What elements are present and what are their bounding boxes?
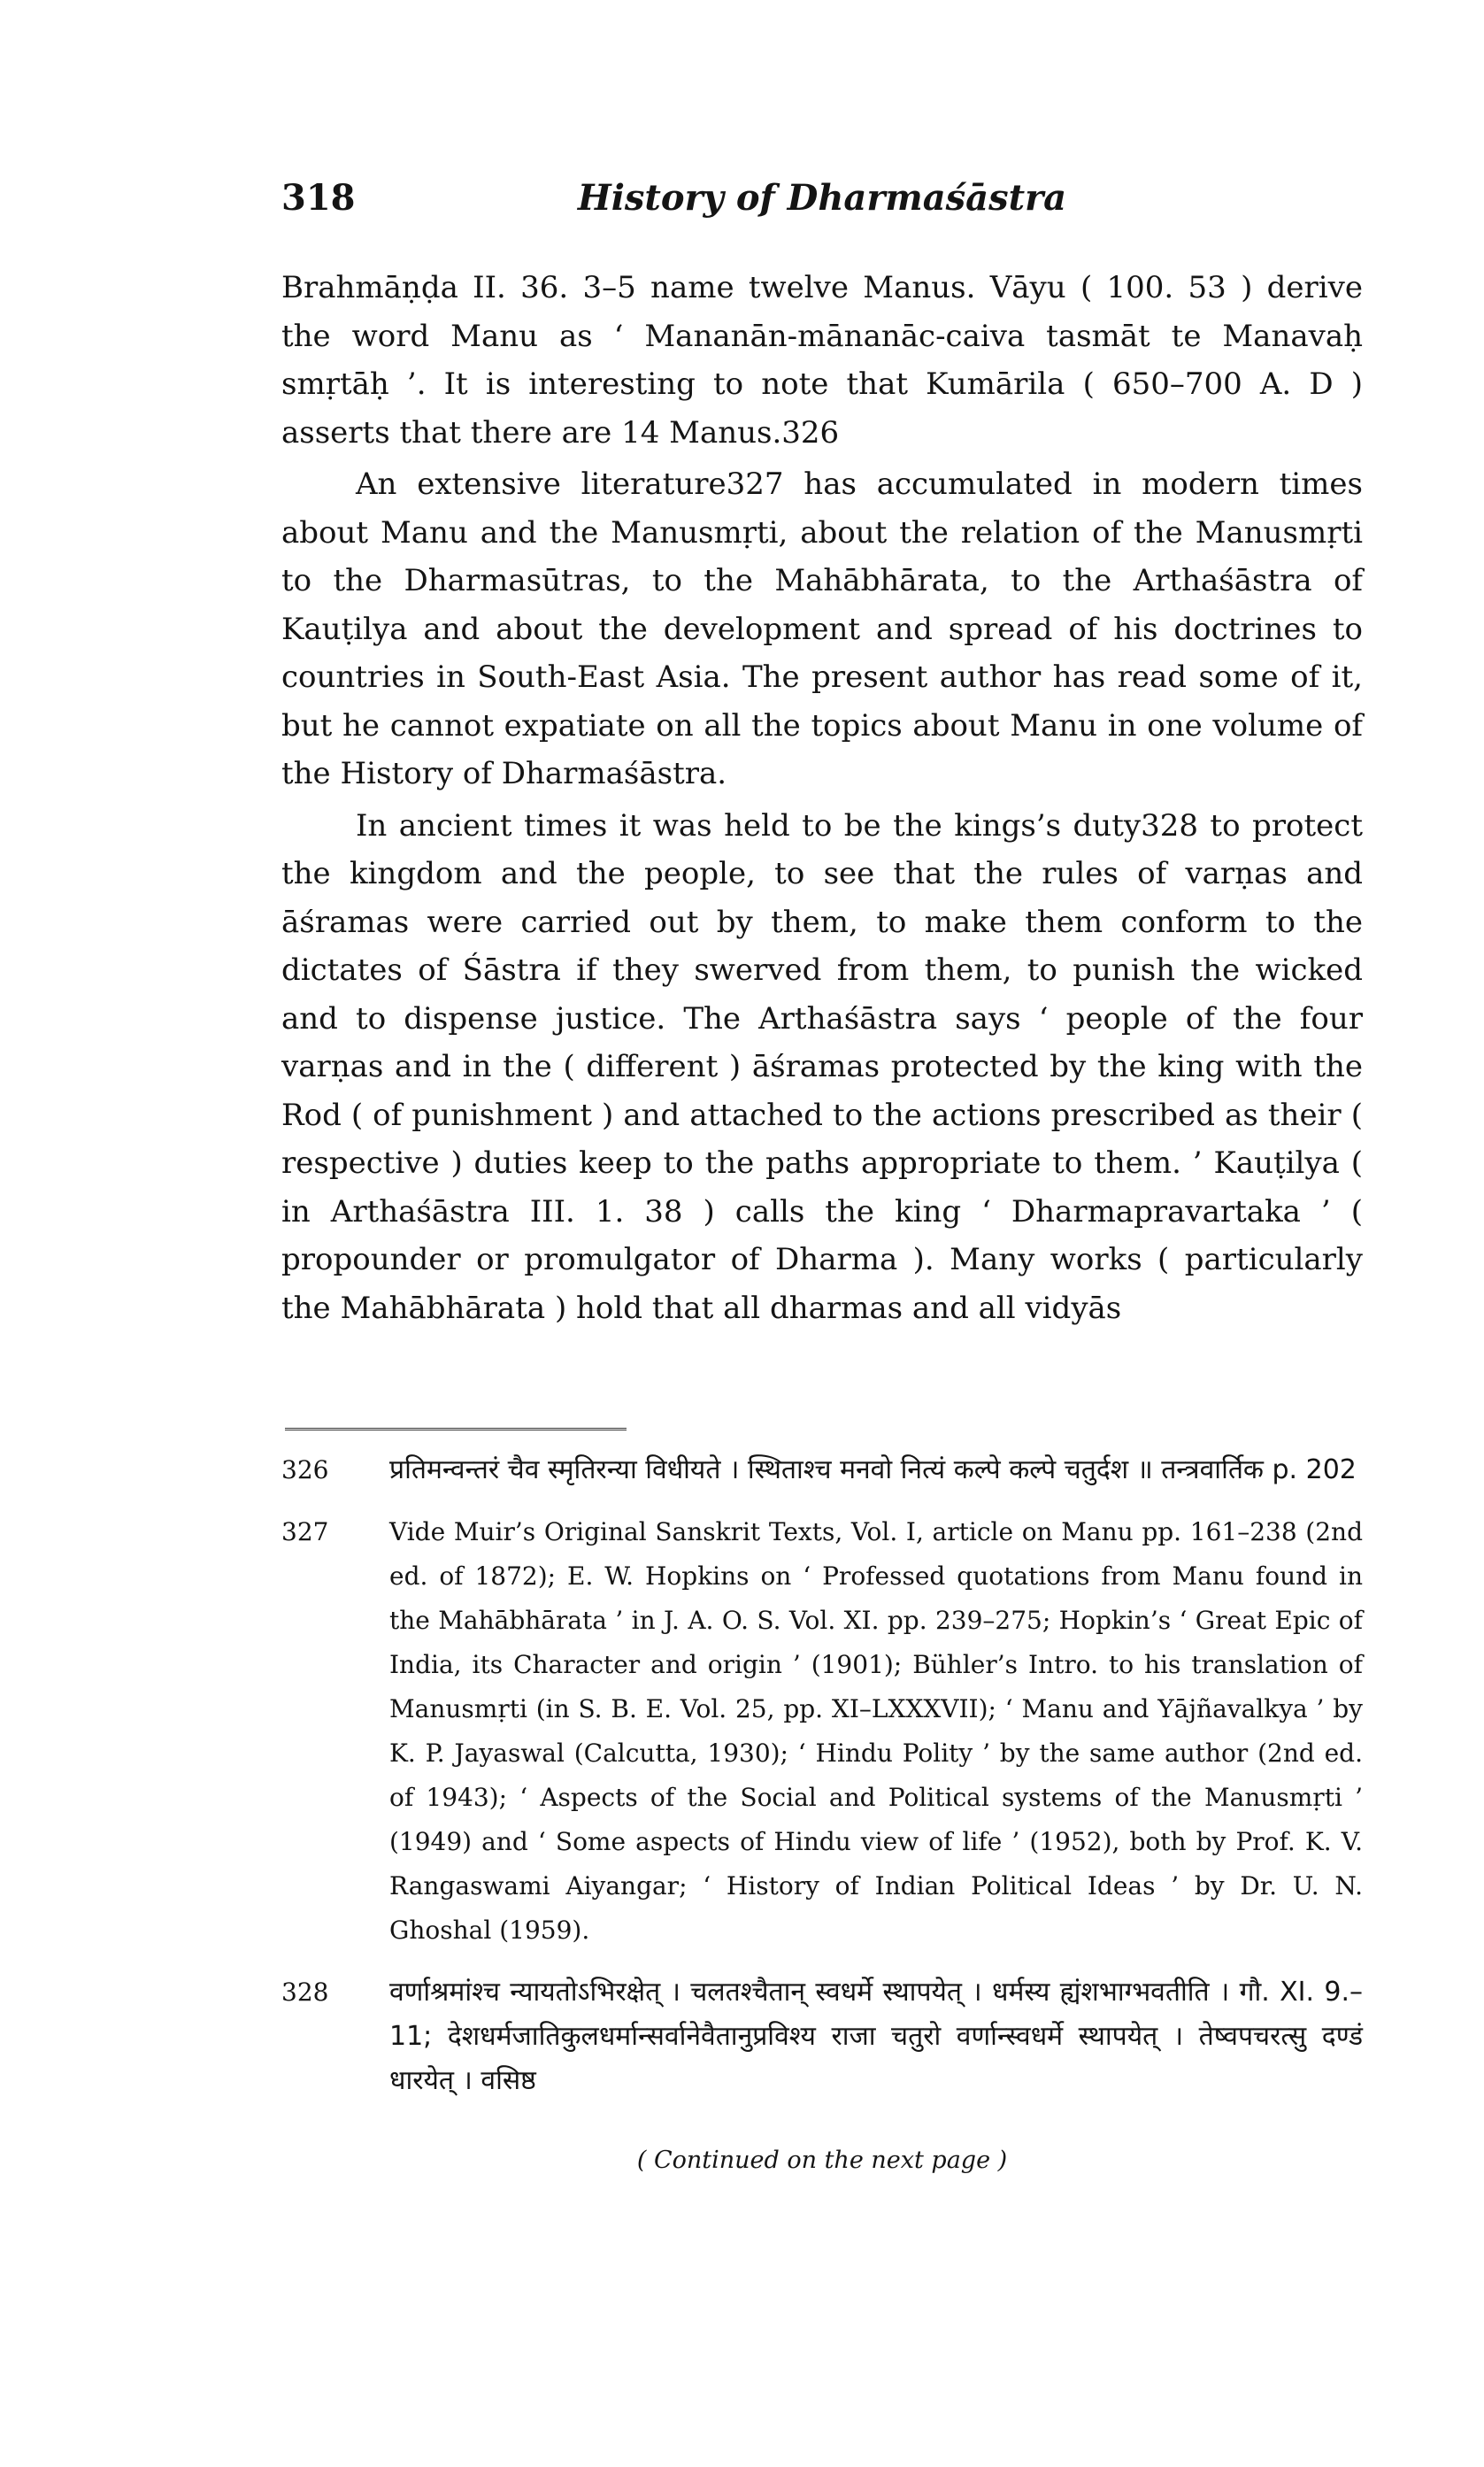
paragraph-1: Brahmāṇḍa II. 36. 3–5 name twelve Manus. Vāyu ( 100. 53 ) derive the word Manu as ‘ Mananān-mānanāc-caiva tasmāt te Manavaḥ smṛtāḥ ’. It is interesting to note that Kumārila ( 650–700 A. D ) asserts that there are 14 Manus.326 (281, 270, 1363, 451)
main-text (281, 264, 1363, 1336)
footnote-327 (281, 1510, 1363, 1953)
footnote-number: 326 (281, 1455, 329, 1484)
footnote-text: वर्णाश्रमांश्च न्यायतोऽभिरक्षेत् । चलतश्चैतान् स्वधर्मे स्थापयेत् । धर्मस्य ह्यंशभाग्भवतीति । गौ. XI. 9.–11; देशधर्मजातिकुलधर्मान्सर्वानेवैतानुप्रविश्य राजा चतुरो वर्णान्स्वधर्मे स्थापयेत् । तेष्वपचरत्सु दण्डं धारयेत् । वसिष्ठ (389, 1977, 1363, 2096)
continued-note: ( Continued on the next page ) (636, 2147, 1008, 2174)
footnote-text: प्रतिमन्वन्तरं चैव स्मृतिरन्या विधीयते । स्थिताश्च मनवो नित्यं कल्पे कल्पे चतुर्दश ॥ तन्त्रवार्तिक p. 202 (389, 1454, 1357, 1485)
paragraph-3: In ancient times it was held to be the kings’s duty328 to protect the kingdom and the people, to see that the rules of varṇas and āśramas were carried out by them, to make them conform to the dictates of Śāstra if they swerved from them, to punish the wicked and to dispense justice. The Arthaśāstra says ‘ people of the four varṇas and in the ( different ) āśramas protected by the king with the Rod ( of punishment ) and attached to the actions prescribed as their ( respective ) duties keep to the paths appropriate to them. ’ Kauṭilya ( in Arthaśāstra III. 1. 38 ) calls the king ‘ Dharmapravartaka ’ ( propounder or promulgator of Dharma ). Many works ( particularly the Mahābhārata ) hold that all dharmas and all vidyās (281, 807, 1363, 1326)
footnote-separator (285, 1428, 627, 1430)
page-header (281, 177, 1363, 230)
footnotes (281, 1448, 1363, 2121)
paragraph-2: An extensive literature327 has accumulated in modern times about Manu and the Manusmṛti, about the relation of the Manusmṛti to the Dharmasūtras, to the Mahābhārata, to the Arthaśāstra of Kauṭilya and about the development and spread of his doctrines to countries in South-East Asia. The present author has read some of it, but he cannot expatiate on all the topics about Manu in one volume of the History of Dharmaśāstra. (281, 466, 1363, 791)
footnote-number: 327 (281, 1517, 329, 1546)
footnote-text: Vide Muir’s Original Sanskrit Texts, Vol. I, article on Manu pp. 161–238 (2nd ed. of 1872); E. W. Hopkins on ‘ Professed quotations from Manu found in the Mahābhārata ’ in J. A. O. S. Vol. XI. pp. 239–275; Hopkin’s ‘ Great Epic of India, its Character and origin ’ (1901); Bühler’s Intro. to his translation of Manusmṛti (in S. B. E. Vol. 25, pp. XI–LXXXVII); ‘ Manu and Yājñavalkya ’ by K. P. Jayaswal (Calcutta, 1930); ‘ Hindu Polity ’ by the same author (2nd ed. of 1943); ‘ Aspects of the Social and Political systems of the Manusmṛti ’ (1949) and ‘ Some aspects of Hindu view of life ’ (1952), both by Prof. K. V. Rangaswami Aiyangar; ‘ History of Indian Political Ideas ’ by Dr. U. N. Ghoshal (1959). (389, 1517, 1363, 1945)
footnote-328 (281, 1970, 1363, 2103)
running-title: History of Dharmaśāstra (577, 177, 1067, 219)
page-number: 318 (281, 177, 356, 219)
footnote-number: 328 (281, 1977, 329, 2007)
footnote-326 (281, 1448, 1363, 1492)
